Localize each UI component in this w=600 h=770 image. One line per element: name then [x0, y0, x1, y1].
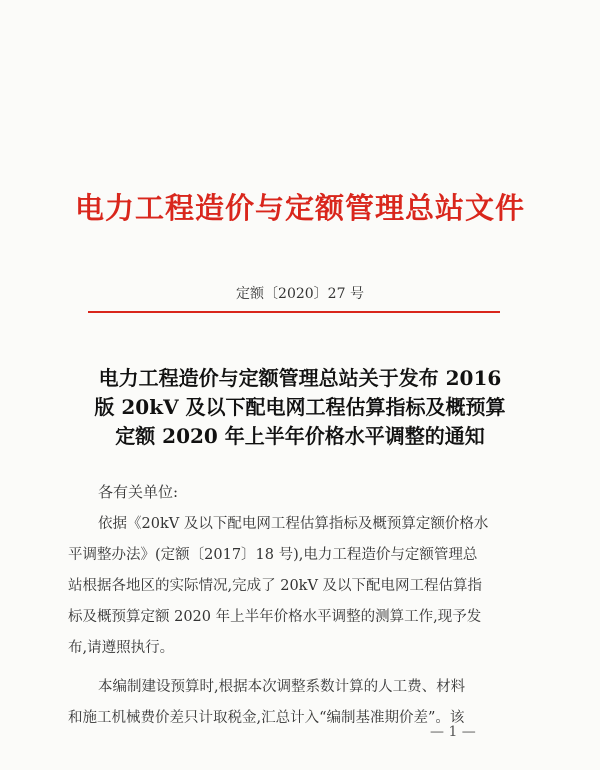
notice-title-line: 定额 2020 年上半年价格水平调整的通知 [115, 424, 485, 448]
text-line: 站根据各地区的实际情况,完成了 20kV 及以下配电网工程估算指 [68, 578, 483, 594]
notice-title-line: 电力工程造价与定额管理总站关于发布 2016 [98, 366, 502, 390]
page-number: — 1 — [430, 724, 476, 740]
paragraph-1 [68, 509, 518, 664]
text-line: 标及概预算定额 2020 年上半年价格水平调整的测算工作,现予发 [68, 609, 482, 625]
text-line: 本编制建设预算时,根据本次调整系数计算的人工费、材料 [98, 679, 466, 695]
salutation: 各有关单位: [98, 483, 179, 501]
notice-title-line: 版 20kV 及以下配电网工程估算指标及概预算 [94, 395, 506, 419]
text-line: 依据《20kV 及以下配电网工程估算指标及概预算定额价格水 [98, 516, 489, 532]
body-text [68, 509, 518, 742]
document-number: 定额〔2020〕27 号 [236, 286, 364, 302]
text-line: 平调整办法》(定额〔2017〕18 号),电力工程造价与定额管理总 [68, 547, 478, 563]
text-line: 和施工机械费价差只计取税金,汇总计入“编制基准期价差”。该 [68, 710, 465, 726]
notice-title [70, 364, 530, 451]
text-line: 布,请遵照执行。 [68, 640, 175, 656]
letterhead-title: 电力工程造价与定额管理总站文件 [74, 191, 525, 225]
red-divider-line [88, 311, 500, 313]
